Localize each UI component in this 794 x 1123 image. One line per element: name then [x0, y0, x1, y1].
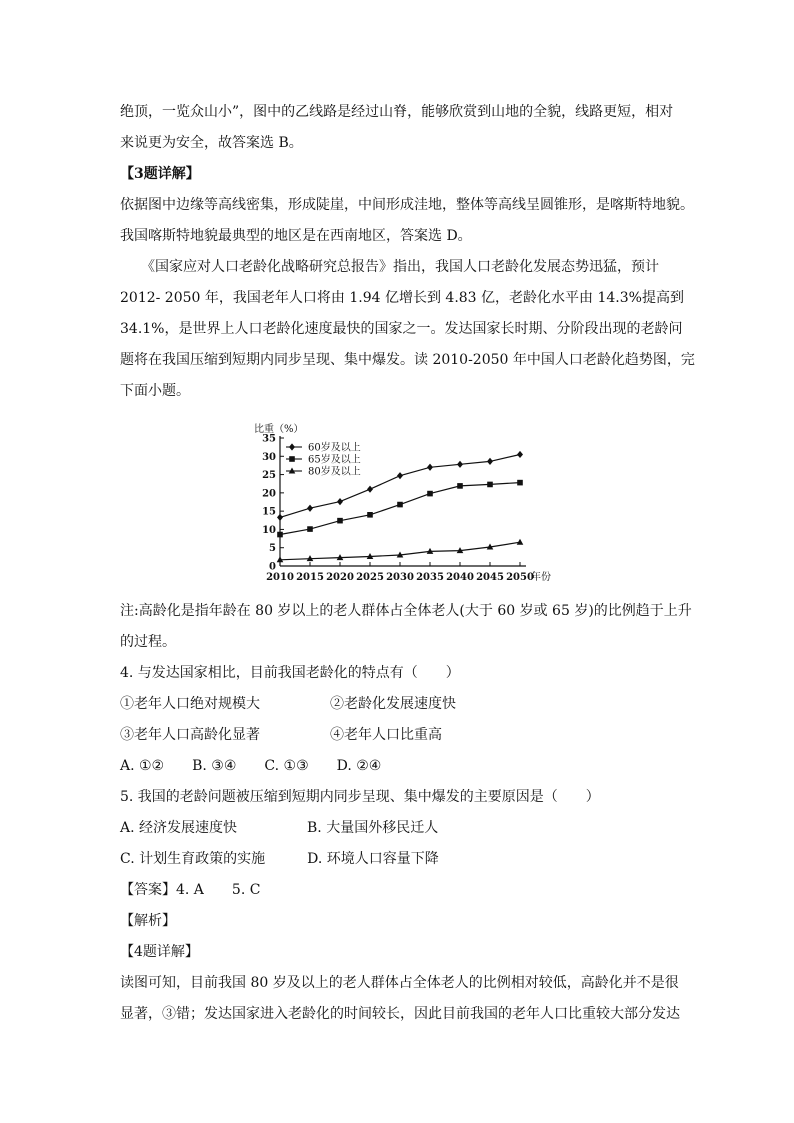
- y-tick-label: 10: [262, 524, 276, 536]
- data-point-square: [517, 480, 523, 486]
- text-line: 2012- 2050 年，我国老年人口将由 1.94 亿增长到 4.83 亿，老龄化水平由 14.3%提高到: [120, 290, 684, 306]
- data-point-diamond: [457, 461, 463, 468]
- text-line: 4. 与发达国家相比，目前我国老龄化的特点有（ ）: [120, 665, 460, 681]
- text-line: 读图可知，目前我国 80 岁及以上的老人群体占全体老人的比例相对较低，高龄化并不是很: [120, 975, 679, 991]
- text-line: 依据图中边缘等高线密集，形成陡崖，中间形成洼地，整体等高线呈圆锥形，是喀斯特地貌。: [120, 197, 694, 213]
- legend-label: 65岁及以上: [308, 454, 361, 466]
- x-tick-label: 2045: [476, 572, 504, 583]
- data-point-square: [487, 482, 493, 488]
- x-tick-label: 2035: [416, 572, 444, 583]
- text-line: 34.1%，是世界上人口老龄化速度最快的国家之一。发达国家长时期、分阶段出现的老龄问: [120, 321, 683, 337]
- y-tick-label: 15: [262, 506, 276, 518]
- x-tick-label: 2025: [356, 572, 384, 583]
- text-line: ③老年人口高龄化显著 ④老年人口比重高: [120, 727, 442, 743]
- text-line: 显著，③错；发达国家进入老龄化的时间较长，因此目前我国的老年人口比重较大部分发达: [120, 1006, 680, 1022]
- text-line: A. ①② B. ③④ C. ①③ D. ②④: [120, 758, 382, 774]
- data-point-square: [397, 502, 403, 508]
- text-line: 题将在我国压缩到短期内同步呈现、集中爆发。读 2010-2050 年中国人口老龄化趋势图，完: [120, 352, 695, 368]
- x-axis-label: 年份: [531, 572, 551, 583]
- data-point-diamond: [367, 486, 373, 493]
- text-line: 的过程。: [120, 634, 176, 650]
- legend-marker-diamond: [289, 443, 295, 450]
- text-line: 绝顶，一览众山小”，图中的乙线路是经过山脊，能够欣赏到山地的全貌，线路更短，相对: [120, 104, 674, 120]
- x-tick-label: 2020: [326, 572, 354, 583]
- legend-label: 80岁及以上: [308, 466, 361, 478]
- text-line: 【解析】: [120, 913, 176, 929]
- data-point-diamond: [307, 505, 313, 512]
- y-tick-label: 35: [262, 433, 276, 445]
- data-point-diamond: [397, 472, 403, 479]
- data-point-square: [337, 518, 343, 524]
- data-point-diamond: [517, 451, 523, 458]
- legend-label: 60岁及以上: [308, 442, 361, 454]
- text-line: A. 经济发展速度快 B. 大量国外移民迁人: [120, 820, 439, 836]
- y-tick-label: 20: [262, 488, 276, 500]
- text-line: 我国喀斯特地貌最典型的地区是在西南地区，答案选 D。: [120, 228, 472, 244]
- text-line: 【3题详解】: [120, 166, 200, 182]
- data-point-diamond: [427, 464, 433, 471]
- text-line: ①老年人口绝对规模大 ②老龄化发展速度快: [120, 696, 456, 712]
- y-tick-label: 25: [262, 470, 276, 482]
- aging-trend-chart: [252, 418, 567, 590]
- text-line: 《国家应对人口老龄化战略研究总报告》指出，我国人口老龄化发展态势迅猛，预计: [120, 259, 659, 275]
- data-point-diamond: [337, 498, 343, 505]
- text-line: 注:高龄化是指年龄在 80 岁以上的老人群体占全体老人(大于 60 岁或 65 岁)的比例趋于上升: [120, 603, 692, 619]
- data-point-square: [427, 491, 433, 497]
- y-tick-label: 30: [262, 451, 276, 463]
- data-point-diamond: [487, 458, 493, 465]
- series-line-square: [280, 483, 520, 535]
- x-tick-label: 2030: [386, 572, 414, 583]
- text-line: C. 计划生育政策的实施 D. 环境人口容量下降: [120, 851, 439, 867]
- x-tick-label: 2040: [446, 572, 474, 583]
- text-line: 【答案】4. A 5. C: [120, 882, 261, 898]
- y-axis-label: 比重（%）: [254, 424, 304, 435]
- data-point-square: [277, 532, 283, 538]
- data-point-triangle: [517, 539, 524, 545]
- x-tick-label: 2050: [506, 572, 534, 583]
- y-tick-label: 5: [269, 543, 276, 555]
- data-point-square: [307, 526, 313, 532]
- text-line: 【4题详解】: [120, 944, 199, 960]
- data-point-square: [367, 512, 373, 518]
- text-line: 下面小题。: [120, 383, 190, 399]
- text-line: 来说更为安全，故答案选 B。: [120, 135, 303, 151]
- data-point-diamond: [277, 514, 283, 521]
- text-line: 5. 我国的老龄问题被压缩到短期内同步呈现、集中爆发的主要原因是（ ）: [120, 789, 600, 805]
- data-point-square: [457, 483, 463, 489]
- y-tick-label: 0: [269, 561, 276, 573]
- x-tick-label: 2015: [296, 572, 324, 583]
- x-tick-label: 2010: [266, 572, 294, 583]
- legend-marker-square: [289, 456, 295, 462]
